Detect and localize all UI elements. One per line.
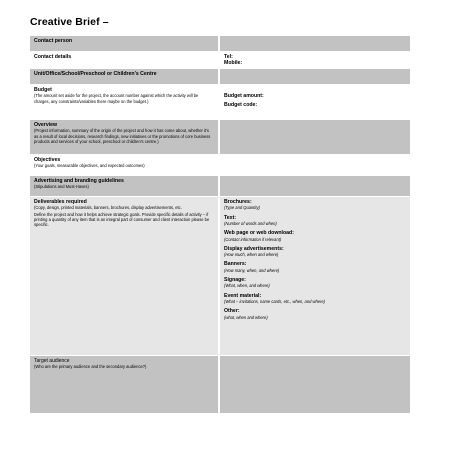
advertising-input[interactable] [220, 176, 410, 196]
target-audience-label-cell [30, 356, 218, 413]
deliverable-hint: (How many, when, and where) [224, 267, 280, 273]
budget-code-label: Budget code: [224, 102, 258, 109]
objectives-label: Objectives [34, 157, 61, 163]
deliverable-label: Web page or web download: [224, 230, 294, 237]
target-audience-input[interactable] [220, 356, 410, 413]
deliverable-hint: (Contact information if relevant) [224, 236, 282, 242]
document-title: Creative Brief – [30, 16, 109, 28]
deliverable-item-banners [224, 261, 406, 272]
overview-label-cell [30, 120, 218, 154]
deliverable-label: Banners: [224, 261, 247, 268]
deliverables-input[interactable] [220, 197, 410, 355]
deliverable-item-text [224, 215, 406, 226]
deliverable-label: Other: [224, 308, 240, 315]
deliverables-definition: Define the project and how it helps achieve strategic goals. Provide specific details of activity – if printing a quantity of any item that is an integral part of consumer and client interaction please be specific. [34, 211, 210, 228]
deliverable-hint: (What, when, and where) [224, 283, 270, 289]
target-audience-description: (Who are the primary audience and the secondary audience?) [34, 364, 147, 370]
budget-label: Budget [34, 87, 52, 93]
deliverable-label: Text: [224, 214, 237, 221]
overview-description: (Project information, summary of the origin of the project and how it has come about, whether it’s as a result of local decisions, research findings, new initiatives or the promotions of core business products and services of your school, preschool or children’s centre.) [34, 128, 211, 144]
deliverable-item-display-ads [224, 246, 406, 257]
deliverable-hint: (What – invitations, name cards, etc., when, and where) [224, 298, 326, 304]
deliverable-label: Event material: [224, 292, 262, 299]
deliverable-hint: (Number of words and when) [224, 221, 277, 226]
advertising-label: Advertising and branding guidelines [34, 178, 124, 184]
contact-person-label: Contact person [34, 38, 73, 44]
deliverable-label: Signage: [224, 276, 246, 283]
unit-input[interactable] [220, 69, 410, 84]
contact-details-input[interactable] [220, 52, 410, 68]
contact-details-label-cell [30, 52, 218, 68]
deliverable-item-signage [224, 277, 406, 288]
deliverable-item-other [224, 308, 406, 319]
tel-label: Tel: [224, 54, 233, 60]
advertising-label-cell [30, 176, 218, 196]
deliverable-item-event-material [224, 293, 406, 304]
objectives-label-cell [30, 155, 218, 175]
contact-person-input[interactable] [220, 36, 410, 51]
deliverables-label: Deliverables required [34, 199, 87, 205]
budget-input[interactable] [220, 85, 410, 119]
mobile-label: Mobile: [224, 60, 243, 67]
deliverable-item-web-page [224, 230, 406, 241]
deliverable-hint: (Type and Quantity) [224, 205, 260, 211]
overview-input[interactable] [220, 120, 410, 154]
deliverable-label: Brochures: [224, 199, 252, 205]
contact-details-label: Contact details [34, 54, 72, 60]
unit-label: Unit/Office/School/Preschool or Children’s Centre [34, 71, 157, 77]
deliverables-description: (Copy, design, printed materials, banners, brochures, display advertisements, etc. [34, 205, 182, 211]
overview-label: Overview [34, 122, 58, 128]
deliverable-hint: (what, when and where) [224, 314, 268, 320]
budget-description: (The amount set aside for the project, the account number against which the activity will be charges, any constraints/variables there maybe on the budget.) [34, 93, 199, 104]
contact-person-label-cell [30, 36, 218, 51]
brief-form-table [30, 36, 410, 413]
unit-label-cell [30, 69, 218, 84]
deliverable-hint: (How much, when and where) [224, 252, 279, 258]
objectives-description: (Your goals, measurable objectives, and expected outcomes) [34, 163, 145, 169]
budget-amount-label: Budget amount: [224, 93, 264, 99]
deliverable-label: Display advertisements: [224, 245, 284, 252]
budget-label-cell [30, 85, 218, 119]
target-audience-label: Target audience [34, 358, 70, 364]
deliverables-label-cell [30, 197, 218, 355]
advertising-description: (Stipulations and Must-Haves) [34, 184, 89, 190]
objectives-input[interactable] [220, 155, 410, 175]
deliverable-item-brochures [224, 199, 406, 210]
